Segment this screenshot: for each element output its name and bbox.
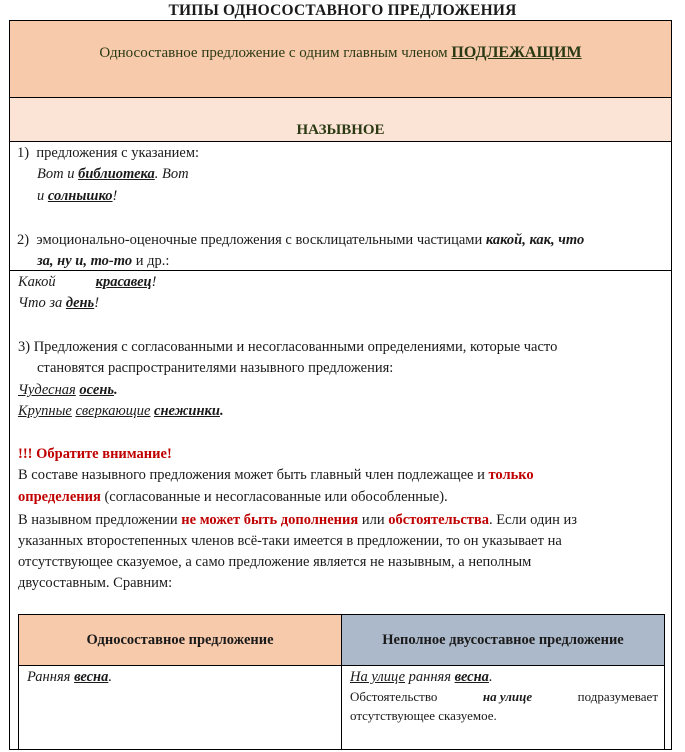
header-text — [10, 44, 671, 62]
item1-example-1 — [37, 164, 189, 185]
note-p1-d: (согласованные и несогласованные или обособленные). — [100, 489, 448, 505]
section-title: НАЗЫВНОЕ — [296, 122, 385, 138]
note-p2-c: или — [358, 512, 389, 528]
compare-col2-subject: весна — [454, 669, 489, 685]
compare-col1-subject: весна — [74, 669, 109, 685]
item3-ex2-attribute-2: сверкающие — [75, 403, 151, 419]
compare-note-c: подразумевает — [577, 689, 658, 704]
compare-note-line2: отсутствующее сказуемое. — [350, 708, 497, 723]
item1-example-2 — [37, 186, 117, 207]
item3-ex2-attribute-1: Крупные — [18, 403, 72, 419]
item3-ex1-dot: . — [114, 382, 118, 398]
header-highlight: ПОДЛЕЖАЩИМ — [451, 44, 582, 61]
note-p2-line3: отсутствующее сказуемое, а само предложение является не назывным, а неполным — [18, 554, 532, 570]
note-p2-line1 — [18, 510, 577, 531]
compare-cell-one-part — [18, 665, 342, 750]
compare-example-one-part — [27, 667, 112, 688]
compare-note-a: Обстоятельство — [350, 689, 438, 704]
note-p2-no-object: не может быть дополнения — [181, 512, 359, 528]
item3-ex1-attribute: Чудесная — [18, 382, 76, 398]
compare-col2-b: ранняя — [405, 669, 455, 685]
item1-heading — [17, 143, 199, 164]
note-p1-line1 — [18, 465, 534, 486]
header-text-main: Односоставное предложение с одним главным членом — [99, 45, 448, 61]
note-p2-e: . Если один из — [488, 512, 577, 528]
item2-ex2-c: ! — [94, 295, 100, 311]
item2-example-1 — [18, 272, 156, 293]
item1-ex2-subject: солнышко — [47, 188, 113, 204]
compare-col2-adverbial: На улице — [350, 669, 406, 685]
item1-label: предложения с указанием: — [36, 145, 200, 161]
item2-ex2-a: Что за — [18, 295, 66, 311]
item3-example-2 — [18, 401, 224, 422]
item2-tail: и др.: — [132, 253, 170, 269]
compare-header-one-part: Односоставное предложение — [18, 614, 342, 666]
note-title: !!! Обратите внимание! — [18, 446, 172, 462]
compare-note-adverbial: на улице — [482, 689, 533, 704]
compare-note-line1 — [350, 687, 658, 706]
note-p2-a: В назывном предложении — [18, 512, 182, 528]
note-p1-only: только — [488, 467, 534, 483]
item1-ex2-c: ! — [112, 188, 118, 204]
note-p1-line2 — [18, 487, 448, 508]
compare-cell-incomplete — [342, 665, 665, 750]
item2-ex2-subject: день — [65, 295, 95, 311]
compare-header-incomplete: Неполное двусоставное предложение — [342, 614, 665, 666]
note-p1-definitions: определения — [18, 489, 101, 505]
note-p2-line2: указанных второстепенных членов всё-таки имеется в предложении, то он указывает на — [18, 533, 562, 549]
item2-example-2 — [18, 293, 99, 314]
item3-line2: становятся распространителями назывного предложения: — [37, 360, 394, 376]
item1-ex1-c: . Вот — [154, 166, 189, 182]
note-p2-adverbial: обстоятельства — [388, 512, 489, 528]
item3-example-1 — [18, 380, 118, 401]
item2-particles-2: за, ну и, то-то — [37, 253, 133, 269]
page-title: ТИПЫ ОДНОСОСТАВНОГО ПРЕДЛОЖЕНИЯ — [168, 2, 517, 19]
compare-col1-a: Ранняя — [27, 669, 75, 685]
item1-ex1-a: Вот и — [37, 166, 79, 182]
item2-line1 — [17, 230, 584, 251]
compare-col2-dot: . — [488, 669, 493, 685]
item3-line1: 3) Предложения с согласованными и несогласованными определениями, которые часто — [18, 339, 558, 355]
section-band — [10, 98, 671, 142]
item3-ex1-subject: осень — [79, 382, 114, 398]
item2-number: 2) — [17, 232, 30, 248]
header-band — [10, 21, 671, 98]
item1-ex2-a: и — [37, 188, 48, 204]
note-p1-a: В составе назывного предложения может быть главный член подлежащее и — [18, 467, 489, 483]
item2-ex1-a: Какой — [18, 274, 56, 290]
item2-particles-1: какой, как, что — [485, 232, 585, 248]
item3-ex2-dot: . — [219, 403, 224, 419]
item2-ex1-subject: красавец — [95, 274, 152, 290]
item1-ex1-subject: библиотека — [78, 166, 155, 182]
item2-text: эмоционально-оценочные предложения с восклицательными частицами — [36, 232, 486, 248]
compare-col1-dot: . — [108, 669, 112, 685]
note-p2-line4: двусоставным. Сравним: — [18, 575, 173, 591]
divider — [10, 270, 671, 271]
item2-ex1-c: ! — [151, 274, 157, 290]
compare-example-incomplete — [350, 667, 493, 688]
item3-ex2-subject: снежинки — [154, 403, 220, 419]
item2-line2 — [37, 251, 169, 272]
item1-number: 1) — [17, 145, 30, 161]
